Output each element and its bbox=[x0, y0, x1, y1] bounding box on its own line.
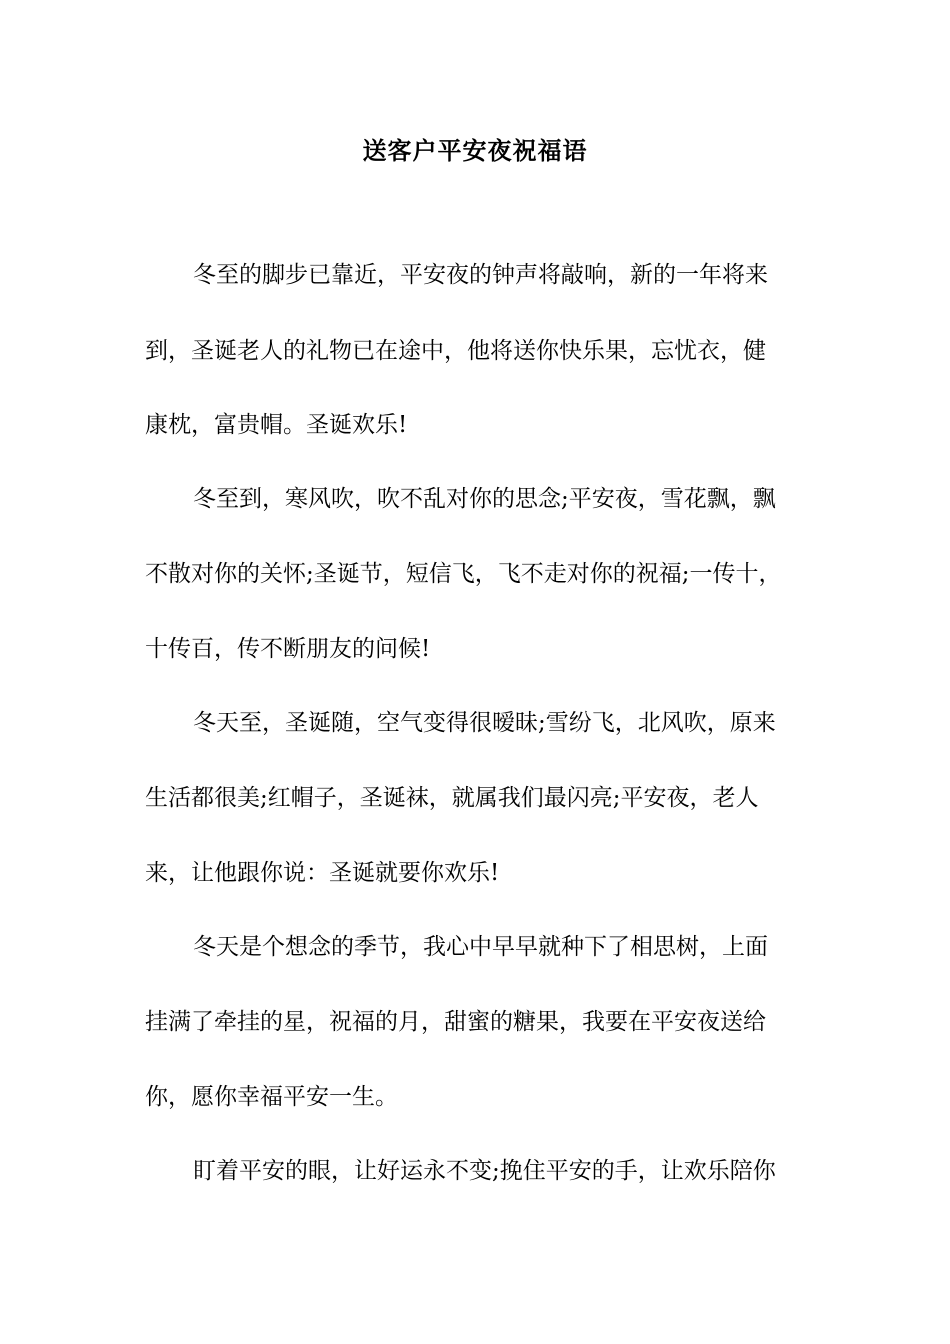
paragraph-3-line-2: 生活都很美;红帽子，圣诞袜，就属我们最闪亮;平安夜，老人 bbox=[145, 785, 759, 811]
paragraph-2-line-3: 十传百，传不断朋友的问候! bbox=[145, 636, 431, 662]
document-title: 送客户平安夜祝福语 bbox=[362, 136, 588, 165]
paragraph-4-line-1: 冬天是个想念的季节，我心中早早就种下了相思树，上面 bbox=[193, 934, 768, 960]
paragraph-3-line-1: 冬天至，圣诞随，空气变得很暧昧;雪纷飞，北风吹，原来 bbox=[193, 710, 776, 736]
paragraph-4-line-2: 挂满了牵挂的星，祝福的月，甜蜜的糖果，我要在平安夜送给 bbox=[145, 1009, 766, 1035]
paragraph-1-line-1: 冬至的脚步已靠近，平安夜的钟声将敲响，新的一年将来 bbox=[193, 262, 768, 288]
paragraph-5-line-1: 盯着平安的眼，让好运永不变;挽住平安的手，让欢乐陪你 bbox=[193, 1158, 776, 1184]
paragraph-3-line-3: 来，让他跟你说：圣诞就要你欢乐! bbox=[145, 860, 500, 886]
paragraph-1-line-2: 到，圣诞老人的礼物已在途中，他将送你快乐果，忘忧衣，健 bbox=[145, 338, 766, 364]
paragraph-1-line-3: 康枕，富贵帽。圣诞欢乐! bbox=[145, 412, 408, 438]
paragraph-2-line-1: 冬至到，寒风吹，吹不乱对你的思念;平安夜，雪花飘，飘 bbox=[193, 486, 776, 512]
paragraph-2-line-2: 不散对你的关怀;圣诞节，短信飞，飞不走对你的祝福;一传十， bbox=[145, 561, 782, 587]
paragraph-4-line-3: 你，愿你幸福平安一生。 bbox=[145, 1084, 398, 1110]
